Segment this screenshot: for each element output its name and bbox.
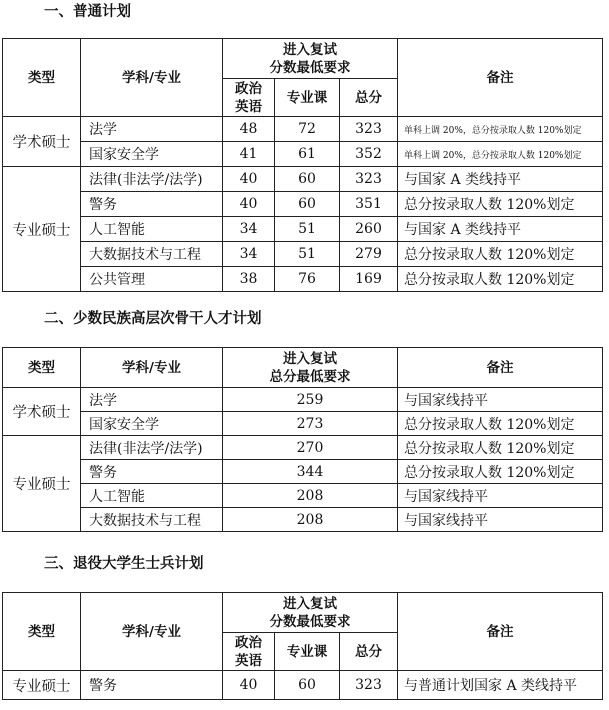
note-cell: 总分按录取人数 120%划定 (398, 242, 603, 267)
total-cell: 352 (340, 142, 398, 167)
table-row (3, 242, 603, 267)
table-row (3, 508, 603, 532)
note-cell: 与国家线持平 (398, 508, 603, 532)
politics-cell: 48 (223, 117, 275, 142)
note-cell: 与国家线持平 (398, 484, 603, 508)
header-politics: 政治 (235, 634, 262, 651)
total-cell: 270 (223, 436, 398, 460)
veteran-plan-table (2, 592, 603, 700)
total-cell: 208 (223, 484, 398, 508)
major-cell: 60 (275, 671, 340, 700)
table-row (3, 217, 603, 242)
header-politics-english (223, 633, 275, 671)
table-row (3, 388, 603, 412)
subject-cell: 警务 (81, 192, 223, 217)
header-note: 备注 (398, 348, 603, 388)
table-row (3, 484, 603, 508)
note-cell: 总分按录取人数 120%划定 (398, 192, 603, 217)
note-cell: 总分按录取人数 120%划定 (398, 267, 603, 292)
total-cell: 169 (340, 267, 398, 292)
header-type: 类型 (3, 348, 81, 388)
subject-cell: 公共管理 (81, 267, 223, 292)
major-cell: 72 (275, 117, 340, 142)
table-row (3, 671, 603, 700)
header-english: 英语 (235, 98, 262, 115)
header-subject: 学科/专业 (81, 348, 223, 388)
note-cell: 与普通计划国家 A 类线持平 (398, 671, 603, 700)
header-total: 总分 (340, 79, 398, 117)
politics-cell: 40 (223, 192, 275, 217)
subject-cell: 国家安全学 (81, 412, 223, 436)
major-cell: 51 (275, 217, 340, 242)
header-requirement (223, 348, 398, 388)
header-requirement-line1: 进入复试 (283, 41, 337, 58)
politics-cell: 34 (223, 242, 275, 267)
note-cell: 单科上调 20%，总分按录取人数 120%划定 (398, 142, 603, 167)
total-cell: 260 (340, 217, 398, 242)
header-english: 英语 (235, 652, 262, 669)
major-cell: 76 (275, 267, 340, 292)
major-cell: 61 (275, 142, 340, 167)
politics-cell: 34 (223, 217, 275, 242)
header-type: 类型 (3, 593, 81, 671)
politics-cell: 40 (223, 671, 275, 700)
header-requirement-line2: 分数最低要求 (269, 613, 351, 630)
type-cell: 专业硕士 (3, 671, 81, 700)
subject-cell: 法学 (81, 388, 223, 412)
subject-cell: 大数据技术与工程 (81, 508, 223, 532)
table-row (3, 167, 603, 192)
subject-cell: 法律(非法学/法学) (81, 436, 223, 460)
subject-cell: 警务 (81, 671, 223, 700)
total-cell: 259 (223, 388, 398, 412)
subject-cell: 法学 (81, 117, 223, 142)
major-cell: 51 (275, 242, 340, 267)
total-cell: 323 (340, 167, 398, 192)
section-heading-general: 一、普通计划 (44, 4, 131, 20)
header-major: 专业课 (275, 633, 340, 671)
note-cell: 单科上调 20%，总分按录取人数 120%划定 (398, 117, 603, 142)
header-type: 类型 (3, 39, 81, 117)
header-politics-english (223, 79, 275, 117)
total-cell: 273 (223, 412, 398, 436)
subject-cell: 大数据技术与工程 (81, 242, 223, 267)
type-cell: 专业硕士 (3, 436, 81, 532)
table-row (3, 192, 603, 217)
type-cell: 专业硕士 (3, 167, 81, 292)
table-row (3, 142, 603, 167)
total-cell: 323 (340, 671, 398, 700)
politics-cell: 41 (223, 142, 275, 167)
subject-cell: 国家安全学 (81, 142, 223, 167)
header-subject: 学科/专业 (81, 39, 223, 117)
header-requirement-line2: 分数最低要求 (269, 59, 351, 76)
note-cell: 总分按录取人数 120%划定 (398, 412, 603, 436)
major-cell: 60 (275, 167, 340, 192)
politics-cell: 40 (223, 167, 275, 192)
total-cell: 279 (340, 242, 398, 267)
subject-cell: 警务 (81, 460, 223, 484)
subject-cell: 人工智能 (81, 484, 223, 508)
major-cell: 60 (275, 192, 340, 217)
table-row (3, 460, 603, 484)
header-requirement (223, 593, 398, 633)
table-row (3, 436, 603, 460)
header-note: 备注 (398, 593, 603, 671)
table-row (3, 117, 603, 142)
header-requirement-line2: 总分最低要求 (269, 368, 351, 385)
type-cell: 学术硕士 (3, 117, 81, 167)
subject-cell: 法律(非法学/法学) (81, 167, 223, 192)
note-cell: 总分按录取人数 120%划定 (398, 436, 603, 460)
header-politics: 政治 (235, 80, 262, 97)
subject-cell: 人工智能 (81, 217, 223, 242)
note-cell: 与国家 A 类线持平 (398, 217, 603, 242)
note-cell: 与国家 A 类线持平 (398, 167, 603, 192)
general-plan-table (2, 38, 603, 292)
note-cell: 总分按录取人数 120%划定 (398, 460, 603, 484)
section-heading-minority: 二、少数民族高层次骨干人才计划 (44, 311, 262, 327)
header-note: 备注 (398, 39, 603, 117)
total-cell: 351 (340, 192, 398, 217)
section-heading-veteran: 三、退役大学生士兵计划 (44, 556, 204, 572)
total-cell: 323 (340, 117, 398, 142)
minority-plan-table (2, 347, 603, 532)
politics-cell: 38 (223, 267, 275, 292)
header-major: 专业课 (275, 79, 340, 117)
table-row (3, 267, 603, 292)
header-subject: 学科/专业 (81, 593, 223, 671)
type-cell: 学术硕士 (3, 388, 81, 436)
table-row (3, 412, 603, 436)
note-cell: 与国家线持平 (398, 388, 603, 412)
total-cell: 344 (223, 460, 398, 484)
header-total: 总分 (340, 633, 398, 671)
header-requirement (223, 39, 398, 79)
header-requirement-line1: 进入复试 (283, 350, 337, 367)
total-cell: 208 (223, 508, 398, 532)
header-requirement-line1: 进入复试 (283, 595, 337, 612)
